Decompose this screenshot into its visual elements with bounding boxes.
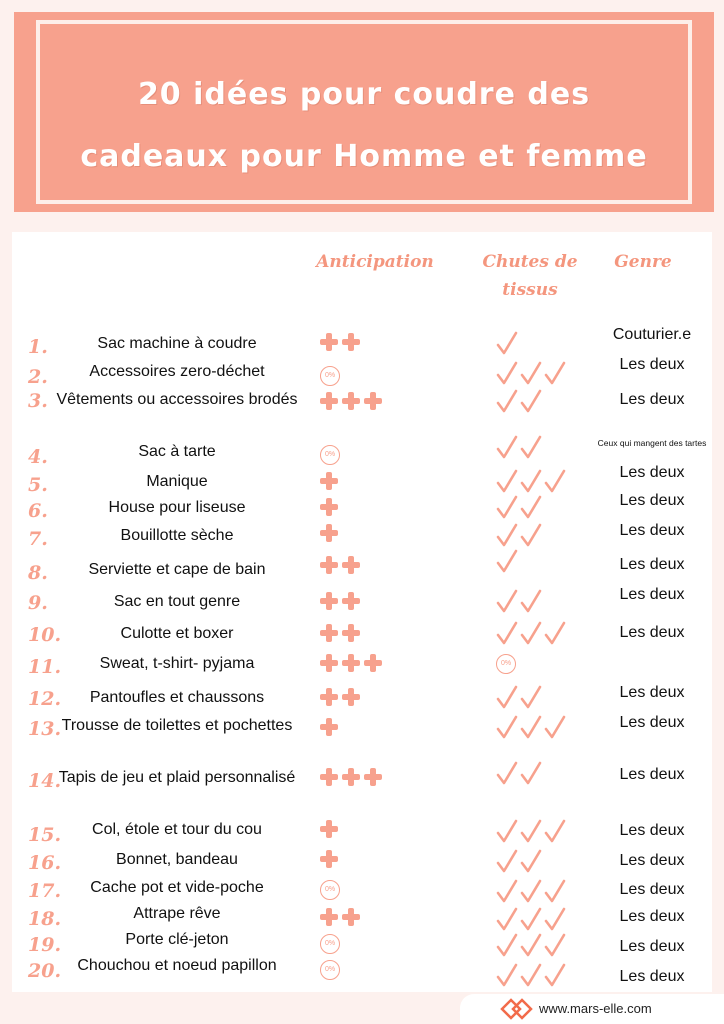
fabric-scraps-rating bbox=[496, 330, 518, 356]
fabric-scraps-rating bbox=[496, 906, 566, 932]
anticipation-rating bbox=[320, 392, 382, 410]
anticipation-rating bbox=[320, 718, 338, 736]
fabric-scraps-rating bbox=[496, 684, 542, 710]
fabric-scraps-rating bbox=[496, 962, 566, 988]
item-genre: Ceux qui mangent des tartes bbox=[597, 438, 707, 448]
plus-icon bbox=[364, 768, 382, 786]
anticipation-rating bbox=[320, 556, 360, 574]
plus-icon bbox=[342, 624, 360, 642]
item-genre: Couturier.e bbox=[612, 326, 692, 343]
anticipation-rating bbox=[320, 366, 340, 386]
item-number: 13. bbox=[28, 718, 62, 740]
check-icon bbox=[520, 620, 542, 646]
item-label: Pantoufles et chaussons bbox=[89, 689, 265, 706]
item-number: 1. bbox=[28, 336, 48, 358]
item-label: Sac à tarte bbox=[138, 443, 216, 460]
fabric-scraps-rating bbox=[496, 388, 542, 414]
item-label: Bonnet, bandeau bbox=[116, 851, 238, 868]
item-number: 14. bbox=[28, 770, 62, 792]
plus-icon bbox=[320, 524, 338, 542]
check-icon bbox=[496, 522, 518, 548]
check-icon bbox=[496, 760, 518, 786]
item-label: Attrape rêve bbox=[133, 905, 221, 922]
check-icon bbox=[520, 522, 542, 548]
anticipation-rating bbox=[320, 472, 338, 490]
title-line-2: cadeaux pour Homme et femme bbox=[80, 139, 648, 174]
page-title bbox=[14, 64, 714, 188]
item-label: Trousse de toilettes et pochettes bbox=[61, 717, 293, 734]
check-icon bbox=[520, 848, 542, 874]
check-icon bbox=[520, 360, 542, 386]
zero-percent-icon: 0% bbox=[320, 960, 340, 980]
item-number: 12. bbox=[28, 688, 62, 710]
anticipation-rating bbox=[320, 654, 382, 672]
fabric-scraps-rating bbox=[496, 360, 566, 386]
check-icon bbox=[496, 684, 518, 710]
check-icon bbox=[496, 848, 518, 874]
fabric-scraps-rating bbox=[496, 620, 566, 646]
zero-percent-icon: 0% bbox=[320, 366, 340, 386]
item-label: Culotte et boxer bbox=[120, 625, 234, 642]
plus-icon bbox=[320, 908, 338, 926]
check-icon bbox=[496, 330, 518, 356]
anticipation-rating bbox=[320, 624, 360, 642]
check-icon bbox=[496, 932, 518, 958]
plus-icon bbox=[320, 556, 338, 574]
item-genre: Les deux bbox=[619, 684, 685, 701]
plus-icon bbox=[320, 688, 338, 706]
item-genre: Les deux bbox=[619, 556, 685, 573]
plus-icon bbox=[320, 392, 338, 410]
fabric-scraps-rating bbox=[496, 468, 566, 494]
check-icon bbox=[520, 932, 542, 958]
fabric-scraps-rating bbox=[496, 548, 518, 574]
check-icon bbox=[544, 878, 566, 904]
fabric-scraps-rating bbox=[496, 714, 566, 740]
header-anticipation: Anticipation bbox=[316, 252, 434, 272]
check-icon bbox=[520, 818, 542, 844]
item-genre: Les deux bbox=[619, 881, 685, 898]
header-chutes-line-1: Chutes de bbox=[482, 252, 578, 272]
item-genre: Les deux bbox=[619, 908, 685, 925]
item-label: Tapis de jeu et plaid personnalisé bbox=[58, 769, 296, 786]
fabric-scraps-rating bbox=[496, 494, 542, 520]
item-genre: Les deux bbox=[619, 968, 685, 985]
plus-icon bbox=[364, 654, 382, 672]
item-label: Sweat, t-shirt- pyjama bbox=[99, 655, 255, 672]
plus-icon bbox=[342, 333, 360, 351]
anticipation-rating bbox=[320, 688, 360, 706]
plus-icon bbox=[342, 592, 360, 610]
check-icon bbox=[496, 906, 518, 932]
check-icon bbox=[544, 962, 566, 988]
check-icon bbox=[496, 714, 518, 740]
plus-icon bbox=[320, 718, 338, 736]
fabric-scraps-rating bbox=[496, 848, 542, 874]
item-label: Sac machine à coudre bbox=[97, 335, 257, 352]
item-number: 17. bbox=[28, 880, 62, 902]
check-icon bbox=[520, 588, 542, 614]
check-icon bbox=[544, 932, 566, 958]
check-icon bbox=[496, 434, 518, 460]
anticipation-rating bbox=[320, 498, 338, 516]
item-number: 8. bbox=[28, 562, 48, 584]
check-icon bbox=[496, 468, 518, 494]
check-icon bbox=[544, 468, 566, 494]
check-icon bbox=[496, 360, 518, 386]
item-label: Chouchou et noeud papillon bbox=[77, 957, 277, 974]
check-icon bbox=[520, 714, 542, 740]
header-genre: Genre bbox=[614, 252, 672, 272]
fabric-scraps-rating bbox=[496, 932, 566, 958]
check-icon bbox=[496, 494, 518, 520]
anticipation-rating bbox=[320, 880, 340, 900]
item-number: 7. bbox=[28, 528, 48, 550]
zero-percent-icon: 0% bbox=[496, 654, 516, 674]
anticipation-rating bbox=[320, 820, 338, 838]
check-icon bbox=[496, 878, 518, 904]
item-label: Manique bbox=[146, 473, 208, 490]
fabric-scraps-rating bbox=[496, 654, 516, 674]
check-icon bbox=[496, 588, 518, 614]
mars-elle-logo-icon bbox=[500, 998, 534, 1020]
check-icon bbox=[544, 818, 566, 844]
zero-percent-icon: 0% bbox=[320, 445, 340, 465]
item-label: House pour liseuse bbox=[108, 499, 246, 516]
plus-icon bbox=[320, 850, 338, 868]
check-icon bbox=[520, 468, 542, 494]
check-icon bbox=[544, 906, 566, 932]
anticipation-rating bbox=[320, 333, 360, 351]
item-number: 6. bbox=[28, 500, 48, 522]
header-chutes-line-2: tissus bbox=[502, 280, 558, 300]
item-number: 3. bbox=[28, 390, 48, 412]
check-icon bbox=[496, 548, 518, 574]
fabric-scraps-rating bbox=[496, 522, 542, 548]
fabric-scraps-rating bbox=[496, 760, 542, 786]
item-number: 15. bbox=[28, 824, 62, 846]
website-url: www.mars-elle.com bbox=[539, 1001, 652, 1016]
item-genre: Les deux bbox=[619, 586, 685, 603]
anticipation-rating bbox=[320, 445, 340, 465]
item-label: Col, étole et tour du cou bbox=[92, 821, 262, 838]
anticipation-rating bbox=[320, 850, 338, 868]
check-icon bbox=[520, 760, 542, 786]
anticipation-rating bbox=[320, 960, 340, 980]
item-genre: Les deux bbox=[619, 356, 685, 373]
item-number: 2. bbox=[28, 366, 48, 388]
fabric-scraps-rating bbox=[496, 434, 542, 460]
check-icon bbox=[520, 684, 542, 710]
item-label: Serviette et cape de bain bbox=[88, 561, 266, 578]
check-icon bbox=[496, 962, 518, 988]
check-icon bbox=[496, 620, 518, 646]
item-genre: Les deux bbox=[619, 492, 685, 509]
item-genre: Les deux bbox=[619, 714, 685, 731]
plus-icon bbox=[342, 908, 360, 926]
plus-icon bbox=[320, 472, 338, 490]
check-icon bbox=[520, 906, 542, 932]
title-line-1: 20 idées pour coudre des bbox=[137, 77, 591, 112]
plus-icon bbox=[364, 392, 382, 410]
plus-icon bbox=[320, 498, 338, 516]
plus-icon bbox=[342, 768, 360, 786]
check-icon bbox=[544, 714, 566, 740]
anticipation-rating bbox=[320, 934, 340, 954]
plus-icon bbox=[320, 654, 338, 672]
item-genre: Les deux bbox=[619, 822, 685, 839]
check-icon bbox=[520, 434, 542, 460]
plus-icon bbox=[342, 654, 360, 672]
plus-icon bbox=[320, 768, 338, 786]
check-icon bbox=[520, 878, 542, 904]
item-number: 5. bbox=[28, 474, 48, 496]
anticipation-rating bbox=[320, 524, 338, 542]
item-number: 11. bbox=[28, 656, 62, 678]
header-chutes-de-tissus bbox=[470, 248, 590, 304]
footer bbox=[460, 994, 724, 1024]
item-genre: Les deux bbox=[619, 766, 685, 783]
item-label: Accessoires zero-déchet bbox=[89, 363, 265, 380]
title-banner bbox=[14, 12, 714, 212]
item-number: 10. bbox=[28, 624, 62, 646]
anticipation-rating bbox=[320, 768, 382, 786]
item-genre: Les deux bbox=[619, 522, 685, 539]
item-number: 4. bbox=[28, 446, 48, 468]
item-genre: Les deux bbox=[619, 938, 685, 955]
zero-percent-icon: 0% bbox=[320, 880, 340, 900]
plus-icon bbox=[320, 624, 338, 642]
check-icon bbox=[496, 388, 518, 414]
item-label: Porte clé-jeton bbox=[125, 931, 229, 948]
item-number: 18. bbox=[28, 908, 62, 930]
item-genre: Les deux bbox=[619, 464, 685, 481]
anticipation-rating bbox=[320, 908, 360, 926]
item-genre: Les deux bbox=[619, 391, 685, 408]
check-icon bbox=[520, 962, 542, 988]
fabric-scraps-rating bbox=[496, 818, 566, 844]
plus-icon bbox=[342, 392, 360, 410]
check-icon bbox=[520, 494, 542, 520]
item-genre: Les deux bbox=[619, 852, 685, 869]
item-label: Bouillotte sèche bbox=[120, 527, 234, 544]
item-number: 16. bbox=[28, 852, 62, 874]
plus-icon bbox=[320, 820, 338, 838]
item-number: 20. bbox=[28, 960, 62, 982]
plus-icon bbox=[342, 688, 360, 706]
plus-icon bbox=[320, 592, 338, 610]
plus-icon bbox=[320, 333, 338, 351]
item-label: Cache pot et vide-poche bbox=[90, 879, 264, 896]
fabric-scraps-rating bbox=[496, 588, 542, 614]
zero-percent-icon: 0% bbox=[320, 934, 340, 954]
plus-icon bbox=[342, 556, 360, 574]
check-icon bbox=[496, 818, 518, 844]
check-icon bbox=[544, 620, 566, 646]
item-label: Sac en tout genre bbox=[113, 593, 241, 610]
item-number: 9. bbox=[28, 592, 48, 614]
check-icon bbox=[544, 360, 566, 386]
item-number: 19. bbox=[28, 934, 62, 956]
item-genre: Les deux bbox=[619, 624, 685, 641]
check-icon bbox=[520, 388, 542, 414]
fabric-scraps-rating bbox=[496, 878, 566, 904]
item-label: Vêtements ou accessoires brodés bbox=[56, 391, 298, 408]
anticipation-rating bbox=[320, 592, 360, 610]
